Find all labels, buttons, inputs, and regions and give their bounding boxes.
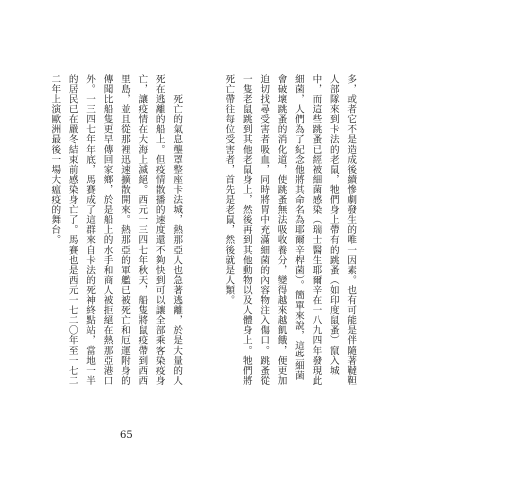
paragraph-2: 死亡的氣息壟罩整座卡法城，熱那亞人也急著逃離，於是大量的人死在逃離的船上。但疫情散播的速度還不夠快到可以讓全部乘客染疫身亡，讓疫情在大海上滅絕。西元一三四七年秋天，船隻將鼠疫帶到西西里島，並且從那裡迅速擴散開來。熱那亞的軍艦已被死亡和厄運附身的傳聞比船隻更早傳回家鄉，於是船上的水手和商人被拒絕在熱那亞港口外。一三四七年年底，馬賽成了這群來自卡法的死神終點站，當地一半的居民已在嚴冬結束前感染身亡了。馬賽也是西元一七二〇年至一七二二年上演歐洲最後一場大瘟疫的舞台。 (49, 74, 183, 386)
vertical-body-text (49, 74, 394, 386)
paragraph-1: 多，或者它不是造成後續慘劇發生的唯一因素。也有可能是伴隨著韃靼人部隊來到卡法的老鼠，牠們身上帶有的跳蚤（如印度鼠蚤）竄入城中，而這些跳蚤已經被細菌感染（瑞士醫生耶爾辛在一八九四年發現此細菌，人們為了紀念他將其命名為耶爾辛桿菌）。簡單來說，這些細菌會破壞跳蚤的消化道，使跳蚤無法吸收養分，變得越來越飢餓，便更加迫切找尋受害者吸血，同時將胃中充滿細菌的內容物注入傷口。跳蚤從一隻老鼠跳到其他老鼠身上，然後再到其他動物以及人體身上。牠們將死亡帶往每位受害者，首先是老鼠，然後就是人類。 (223, 74, 357, 386)
page-number: 65 (120, 430, 133, 441)
